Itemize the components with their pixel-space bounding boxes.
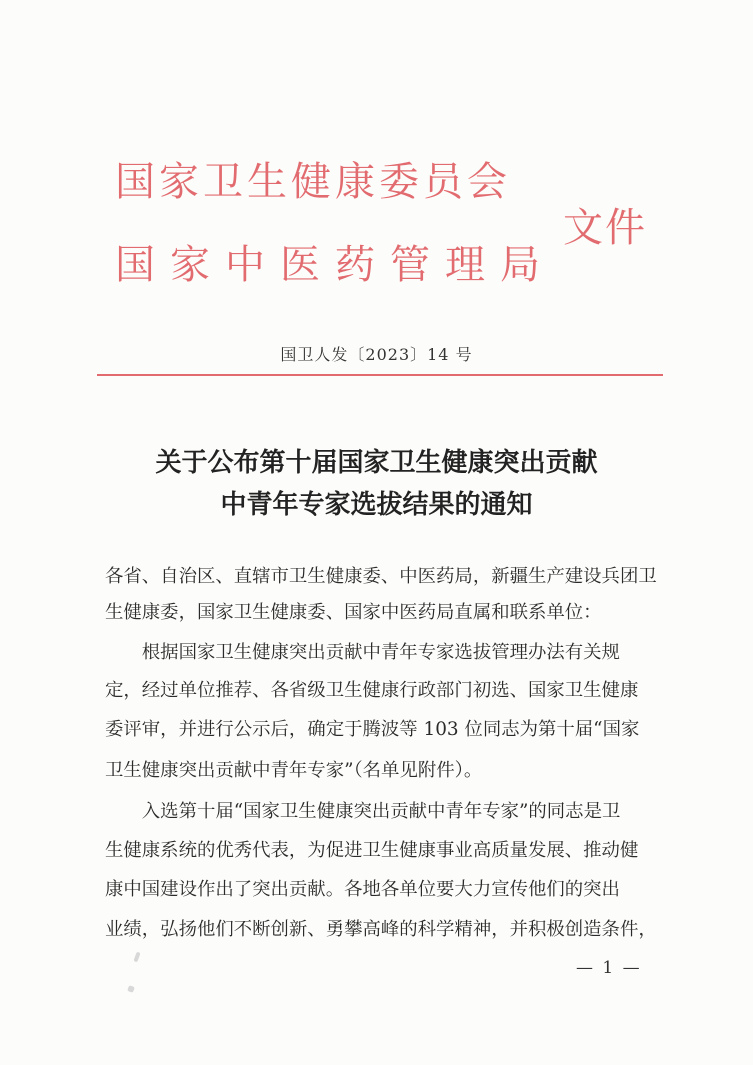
document-title-line-2: 中青年专家选拔结果的通知: [220, 490, 533, 520]
body-line: 生健康委，国家卫生健康委、国家中医药局直属和联系单位：: [105, 602, 602, 623]
body-line: 定，经过单位推荐、各省级卫生健康行政部门初选、国家卫生健康: [105, 680, 639, 701]
document-title-line-1: 关于公布第十届国家卫生健康突出贡献: [155, 448, 598, 478]
body-line: 根据国家卫生健康突出贡献中青年专家选拔管理办法有关规: [105, 642, 620, 663]
header-divider-line: [97, 374, 663, 376]
issuer-name-natcm: 国家中医药管理局: [115, 242, 555, 288]
body-line: 康中国建设作出了突出贡献。各地各单位要大力宣传他们的突出: [105, 879, 620, 900]
body-line: 各省、自治区、直辖市卫生健康委、中医药局，新疆生产建设兵团卫: [105, 566, 657, 587]
body-line: 委评审，并进行公示后，确定于腾波等 103 位同志为第十届“国家: [105, 719, 640, 740]
body-line: 入选第十届“国家卫生健康突出贡献中青年专家”的同志是卫: [105, 801, 621, 822]
issuer-suffix-document: 文件: [563, 205, 647, 251]
body-line: 生健康系统的优秀代表，为促进卫生健康事业高质量发展、推动健: [105, 840, 639, 861]
body-line: 业绩，弘扬他们不断创新、勇攀高峰的科学精神，并积极创造条件，: [105, 919, 657, 940]
document-number: 国卫人发〔2023〕14 号: [280, 345, 473, 364]
page-number: — 1 —: [576, 958, 642, 978]
scan-smudge: [127, 985, 135, 993]
scan-smudge: [133, 952, 140, 963]
body-line: 卫生健康突出贡献中青年专家”（名单见附件）。: [105, 760, 483, 781]
issuer-name-nhc: 国家卫生健康委员会: [115, 159, 511, 205]
